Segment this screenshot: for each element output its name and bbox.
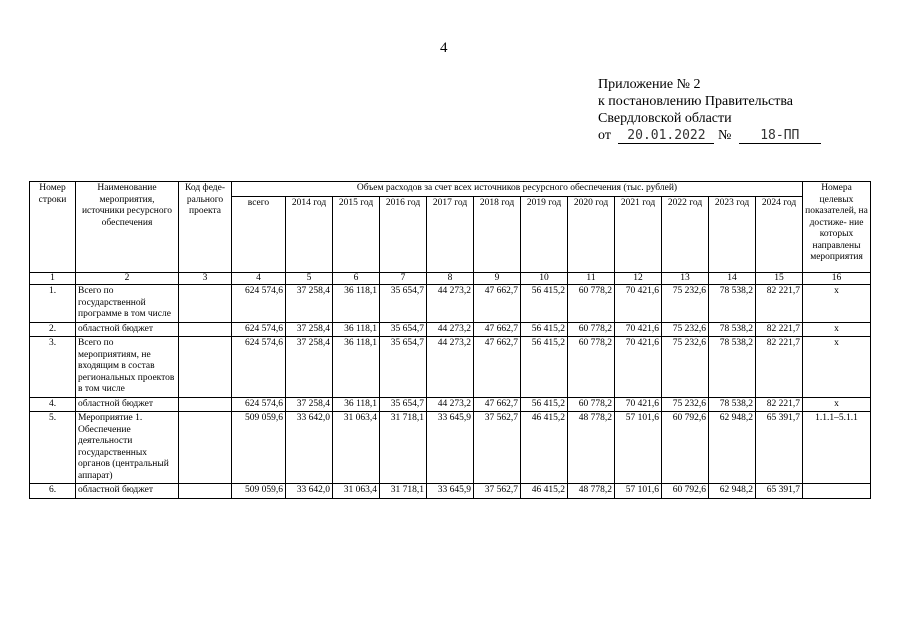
expense-value-cell: 624 574,6 (232, 397, 286, 412)
expense-value-cell: 35 654,7 (380, 397, 427, 412)
expense-value-cell: 48 778,2 (568, 412, 615, 484)
expense-value-cell: 33 642,0 (286, 484, 333, 499)
activity-name-cell: Всего по государственной программе в том числе (76, 285, 179, 323)
expense-value-cell: 31 718,1 (380, 412, 427, 484)
year-column-header: 2022 год (662, 196, 709, 272)
table-body (30, 285, 871, 499)
year-column-header: 2019 год (521, 196, 568, 272)
header-federal-code: Код феде- рального проекта (179, 182, 232, 273)
expense-value-cell: 37 258,4 (286, 322, 333, 337)
column-number: 5 (286, 272, 333, 285)
federal-code-cell (179, 285, 232, 323)
expense-value-cell: 65 391,7 (756, 484, 803, 499)
expense-value-cell: 70 421,6 (615, 285, 662, 323)
expense-value-cell: 37 562,7 (474, 412, 521, 484)
expense-value-cell: 37 258,4 (286, 285, 333, 323)
expense-value-cell: 60 778,2 (568, 397, 615, 412)
year-column-header: 2023 год (709, 196, 756, 272)
table-row (30, 412, 871, 484)
federal-code-cell (179, 397, 232, 412)
expense-value-cell: 70 421,6 (615, 322, 662, 337)
expense-value-cell: 36 118,1 (333, 397, 380, 412)
expense-value-cell: 47 662,7 (474, 337, 521, 398)
expense-value-cell: 78 538,2 (709, 337, 756, 398)
expense-value-cell: 47 662,7 (474, 285, 521, 323)
header-row-number: Номер строки (30, 182, 76, 273)
expense-value-cell: 31 063,4 (333, 484, 380, 499)
expense-value-cell: 37 258,4 (286, 397, 333, 412)
header-line: Приложение № 2 (598, 77, 701, 92)
activity-name-cell: Мероприятие 1. Обеспечение деятельности государственных органов (центральный аппарат) (76, 412, 179, 484)
target-indicators-cell (803, 484, 871, 499)
federal-code-cell (179, 484, 232, 499)
expense-value-cell: 44 273,2 (427, 285, 474, 323)
from-label: от (598, 128, 611, 143)
expense-value-cell: 70 421,6 (615, 337, 662, 398)
expense-value-cell: 37 562,7 (474, 484, 521, 499)
table-row (30, 285, 871, 323)
expense-value-cell: 35 654,7 (380, 337, 427, 398)
resolution-number: 18-ПП (739, 128, 821, 144)
header-target-indicators: Номера целевых показателей, на достиже- ние которых направлены мероприятия (803, 182, 871, 273)
expense-value-cell: 31 063,4 (333, 412, 380, 484)
year-column-header: 2021 год (615, 196, 662, 272)
column-number: 3 (179, 272, 232, 285)
header-expense-volume: Объем расходов за счет всех источников ресурсного обеспечения (тыс. рублей) (232, 182, 803, 197)
expense-value-cell: 60 792,6 (662, 412, 709, 484)
column-number: 4 (232, 272, 286, 285)
expense-value-cell: 37 258,4 (286, 337, 333, 398)
expense-value-cell: 46 415,2 (521, 484, 568, 499)
activity-name-cell: областной бюджет (76, 397, 179, 412)
expense-value-cell: 75 232,6 (662, 322, 709, 337)
expense-value-cell: 60 778,2 (568, 337, 615, 398)
expense-value-cell: 57 101,6 (615, 412, 662, 484)
table-row (30, 337, 871, 398)
table-row (30, 322, 871, 337)
expense-value-cell: 60 778,2 (568, 322, 615, 337)
column-number: 11 (568, 272, 615, 285)
row-number-cell: 1. (30, 285, 76, 323)
column-number-row (30, 272, 871, 285)
federal-code-cell (179, 322, 232, 337)
expense-value-cell: 624 574,6 (232, 285, 286, 323)
expense-value-cell: 624 574,6 (232, 322, 286, 337)
expense-value-cell: 44 273,2 (427, 322, 474, 337)
column-number: 13 (662, 272, 709, 285)
expense-value-cell: 44 273,2 (427, 337, 474, 398)
expense-value-cell: 78 538,2 (709, 397, 756, 412)
expense-value-cell: 82 221,7 (756, 322, 803, 337)
column-number: 1 (30, 272, 76, 285)
expense-value-cell: 82 221,7 (756, 337, 803, 398)
expense-value-cell: 46 415,2 (521, 412, 568, 484)
expenditure-table (29, 181, 871, 499)
federal-code-cell (179, 412, 232, 484)
year-column-header: 2024 год (756, 196, 803, 272)
column-number: 16 (803, 272, 871, 285)
expense-value-cell: 36 118,1 (333, 337, 380, 398)
row-number-cell: 3. (30, 337, 76, 398)
expense-value-cell: 62 948,2 (709, 484, 756, 499)
expense-value-cell: 509 059,6 (232, 412, 286, 484)
expense-value-cell: 65 391,7 (756, 412, 803, 484)
expense-value-cell: 47 662,7 (474, 322, 521, 337)
year-column-header: 2018 год (474, 196, 521, 272)
activity-name-cell: Всего по мероприятиям, не входящим в состав региональных проектов в том числе (76, 337, 179, 398)
row-number-cell: 2. (30, 322, 76, 337)
year-column-header: 2014 год (286, 196, 333, 272)
expense-value-cell: 78 538,2 (709, 322, 756, 337)
column-number: 9 (474, 272, 521, 285)
header-activity-name: Наименование мероприятия, источники ресурсного обеспечения (76, 182, 179, 273)
target-indicators-cell: 1.1.1–5.1.1 (803, 412, 871, 484)
activity-name-cell: областной бюджет (76, 322, 179, 337)
resolution-date: 20.01.2022 (618, 128, 714, 144)
resolution-reference (598, 128, 821, 144)
row-number-cell: 5. (30, 412, 76, 484)
column-number: 10 (521, 272, 568, 285)
expense-value-cell: 624 574,6 (232, 337, 286, 398)
expense-value-cell: 44 273,2 (427, 397, 474, 412)
expense-value-cell: 75 232,6 (662, 285, 709, 323)
expense-value-cell: 56 415,2 (521, 285, 568, 323)
expense-value-cell: 56 415,2 (521, 337, 568, 398)
expense-value-cell: 62 948,2 (709, 412, 756, 484)
expense-value-cell: 75 232,6 (662, 397, 709, 412)
header-line: к постановлению Правительства (598, 94, 794, 109)
expense-value-cell: 56 415,2 (521, 397, 568, 412)
expense-value-cell: 56 415,2 (521, 322, 568, 337)
row-number-cell: 4. (30, 397, 76, 412)
column-number: 15 (756, 272, 803, 285)
expense-value-cell: 31 718,1 (380, 484, 427, 499)
column-number: 2 (76, 272, 179, 285)
expense-value-cell: 33 645,9 (427, 412, 474, 484)
target-indicators-cell: х (803, 397, 871, 412)
expense-value-cell: 78 538,2 (709, 285, 756, 323)
expense-value-cell: 36 118,1 (333, 322, 380, 337)
year-column-header: 2020 год (568, 196, 615, 272)
column-number: 8 (427, 272, 474, 285)
target-indicators-cell: х (803, 285, 871, 323)
expense-value-cell: 60 778,2 (568, 285, 615, 323)
header-line: Свердловской области (598, 111, 732, 126)
year-column-header: 2015 год (333, 196, 380, 272)
expense-value-cell: 70 421,6 (615, 397, 662, 412)
expense-value-cell: 47 662,7 (474, 397, 521, 412)
year-column-header: 2016 год (380, 196, 427, 272)
expense-value-cell: 75 232,6 (662, 337, 709, 398)
table-row (30, 397, 871, 412)
year-column-header: 2017 год (427, 196, 474, 272)
year-column-header: всего (232, 196, 286, 272)
expense-value-cell: 36 118,1 (333, 285, 380, 323)
page-number: 4 (440, 40, 448, 56)
federal-code-cell (179, 337, 232, 398)
column-number: 7 (380, 272, 427, 285)
column-number: 6 (333, 272, 380, 285)
expense-value-cell: 35 654,7 (380, 322, 427, 337)
expense-value-cell: 33 642,0 (286, 412, 333, 484)
appendix-header (598, 76, 793, 127)
expense-value-cell: 57 101,6 (615, 484, 662, 499)
expense-value-cell: 35 654,7 (380, 285, 427, 323)
expense-value-cell: 60 792,6 (662, 484, 709, 499)
column-number: 14 (709, 272, 756, 285)
column-number: 12 (615, 272, 662, 285)
expense-value-cell: 509 059,6 (232, 484, 286, 499)
target-indicators-cell: х (803, 337, 871, 398)
expense-value-cell: 33 645,9 (427, 484, 474, 499)
expense-value-cell: 82 221,7 (756, 285, 803, 323)
activity-name-cell: областной бюджет (76, 484, 179, 499)
row-number-cell: 6. (30, 484, 76, 499)
table-row (30, 484, 871, 499)
number-label: № (717, 128, 732, 143)
target-indicators-cell: х (803, 322, 871, 337)
expense-value-cell: 82 221,7 (756, 397, 803, 412)
expense-value-cell: 48 778,2 (568, 484, 615, 499)
